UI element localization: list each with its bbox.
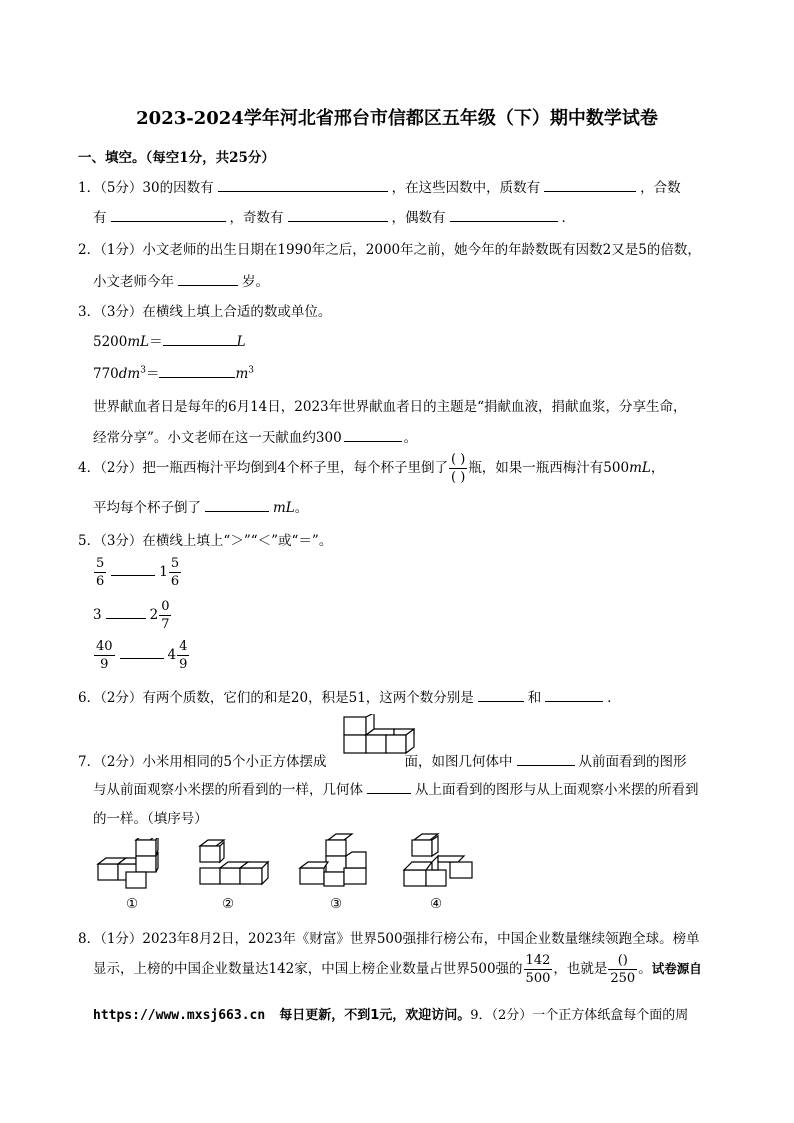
answer-blank[interactable] [478, 687, 524, 702]
q7-text: 与从前面观察小米摆的所看到的一样，几何体 [93, 782, 363, 798]
question-5-row-2 [93, 598, 172, 633]
answer-blank[interactable] [367, 779, 411, 794]
question-3-line-4: 世界献血者日是每年的6月14日，2023年世界献血者日的主题是“捐献血液，捐献血浆，分享生命， [93, 399, 687, 415]
figure-3-cubes [298, 832, 370, 890]
source-url[interactable]: https://www.mxsj663.cn [93, 1008, 266, 1023]
answer-blank[interactable] [159, 363, 235, 378]
answer-blank[interactable] [218, 177, 388, 192]
q8-text: ，也就是 [553, 961, 608, 977]
q3-text: 经常分享”。小文老师在这一天献血约300 [93, 430, 342, 446]
q3-value: 5200 [93, 334, 128, 350]
q2-text: 岁。 [242, 274, 269, 290]
question-7-line-2 [93, 778, 699, 798]
q6-text: 6．（2分）有两个质数，它们的和是20，积是51，这两个数分别是 [78, 690, 474, 706]
answer-blank[interactable] [288, 207, 388, 222]
answer-blank[interactable] [205, 497, 269, 512]
q7-text: 7．（2分）小米用相同的5个小正方体摆成 [78, 754, 327, 770]
q2-text: 小文老师今年 [93, 274, 174, 290]
q4-unit: mL [273, 500, 295, 516]
q3-exponent: 3 [248, 365, 255, 376]
q3-unit: mL [127, 334, 150, 350]
q4-text: 4．（2分）把一瓶西梅汁平均倒到4个杯子里，每个杯子里倒了 [78, 460, 449, 476]
figure-label: ① [126, 896, 139, 912]
q3-unit: m [235, 366, 249, 382]
compare-blank[interactable] [111, 561, 155, 576]
fraction-blank[interactable]: () 250 [610, 953, 636, 986]
question-1-line-2 [93, 206, 575, 226]
q3-exponent: 3 [140, 365, 146, 376]
question-7-line-3: 的一样。（填序号） [93, 811, 208, 827]
q3-value: 770 [93, 366, 119, 382]
answer-blank[interactable] [178, 271, 238, 286]
page-title: 2023-2024学年河北省邢台市信都区五年级（下）期中数学试卷 [136, 108, 658, 129]
answer-blank[interactable] [545, 687, 603, 702]
source-note: 试卷源自 [651, 961, 702, 976]
question-2-line-1: 2．（1分）小文老师的出生日期在1990年之后，2000年之前，她今年的年龄数既有因数2又是5的倍数， [78, 242, 701, 258]
question-6 [78, 686, 621, 706]
question-5-line-1: 5．（3分）在横线上填上“＞”“＜”或“＝”。 [78, 533, 333, 549]
q1-text: ． [561, 210, 575, 226]
fraction: $\frac{4}{9}$ [179, 639, 188, 672]
q3-text: 。 [403, 430, 418, 446]
q8-text: 。 [638, 961, 652, 977]
fraction-blank[interactable]: ( ) ( ) [451, 452, 466, 485]
question-3-line-2 [93, 330, 246, 350]
question-8-line-2 [93, 952, 702, 987]
figure-4-cubes [402, 832, 476, 890]
q7-text: 面，如图几何体中 [404, 754, 513, 770]
whole-number: 1 [159, 564, 168, 580]
compare-blank[interactable] [120, 644, 164, 659]
question-3-line-3 [93, 362, 254, 382]
footer-line [93, 1004, 688, 1023]
fraction: $\frac{142}{500}$ [525, 953, 551, 986]
q1-text: ，偶数有 [391, 210, 446, 226]
q3-unit: L [236, 334, 246, 350]
question-8-line-1: 8．（1分）2023年8月2日，2023年《财富》世界500强排行榜公布，中国企业数量继续领跑全球。榜单 [78, 931, 700, 947]
q7-text: 从上面看到的图形与从上面观察小米摆的所看到 [415, 782, 699, 798]
figure-2-cubes [198, 838, 270, 890]
figure-label: ③ [330, 896, 343, 912]
q6-text: ． [607, 690, 621, 706]
source-note: 每日更新，不到1元，欢迎访问。 [279, 1008, 471, 1023]
fraction: $\frac{5}{6}$ [96, 556, 105, 589]
q3-equals: ＝ [149, 334, 163, 350]
question-4-line-2 [93, 496, 308, 516]
q4-unit: mL [629, 460, 651, 476]
answer-blank[interactable] [517, 751, 575, 766]
figure-1-cubes [96, 838, 166, 890]
q1-text: 有 [93, 210, 107, 226]
q4-text: ， [650, 460, 665, 476]
q8-text: 显示，上榜的中国企业数量达142家，中国上榜企业数量占世界500强的 [93, 961, 523, 977]
q1-text: ，奇数有 [229, 210, 284, 226]
answer-blank[interactable] [344, 427, 402, 442]
section-heading: 一、填空。（每空1分，共25分） [78, 150, 275, 166]
answer-blank[interactable] [111, 207, 226, 222]
q1-text: ，在这些因数中，质数有 [391, 180, 541, 196]
figure-label: ④ [430, 896, 443, 912]
q6-text: 和 [527, 690, 542, 706]
question-3-line-1: 3．（3分）在横线上填上合适的数或单位。 [78, 304, 332, 320]
q3-equals: ＝ [145, 366, 160, 382]
answer-blank[interactable] [163, 331, 237, 346]
answer-blank[interactable] [450, 207, 558, 222]
whole-number: 4 [167, 647, 177, 663]
question-3-line-5 [93, 426, 417, 446]
fraction: $\frac{5}{6}$ [170, 556, 180, 589]
question-2-line-2 [93, 270, 269, 290]
question-7-line-1 [78, 750, 687, 770]
q1-text: 1．（5分）30的因数有 [78, 180, 214, 196]
q3-unit: dm [118, 366, 141, 382]
q4-text: 。 [294, 500, 309, 516]
question-4-line-1 [78, 451, 664, 486]
q7-text: 从前面看到的图形 [578, 754, 687, 770]
question-5-row-3 [93, 638, 190, 673]
fraction: $\frac{40}{9}$ [96, 639, 113, 672]
compare-blank[interactable] [106, 604, 146, 619]
q4-text: 瓶，如果一瓶西梅汁有500 [468, 460, 630, 476]
question-1-line-1 [78, 176, 681, 196]
answer-blank[interactable] [544, 177, 636, 192]
question-5-row-1 [93, 555, 182, 590]
figure-label: ② [222, 896, 235, 912]
q4-text: 平均每个杯子倒了 [93, 500, 201, 516]
q1-text: ，合数 [640, 180, 681, 196]
whole-number: 2 [149, 607, 159, 623]
question-9-start: 9．（2分）一个正方体纸盒每个面的周 [470, 1008, 689, 1023]
whole-number: 3 [93, 607, 102, 623]
fraction: $\frac{0}{7}$ [161, 599, 170, 632]
